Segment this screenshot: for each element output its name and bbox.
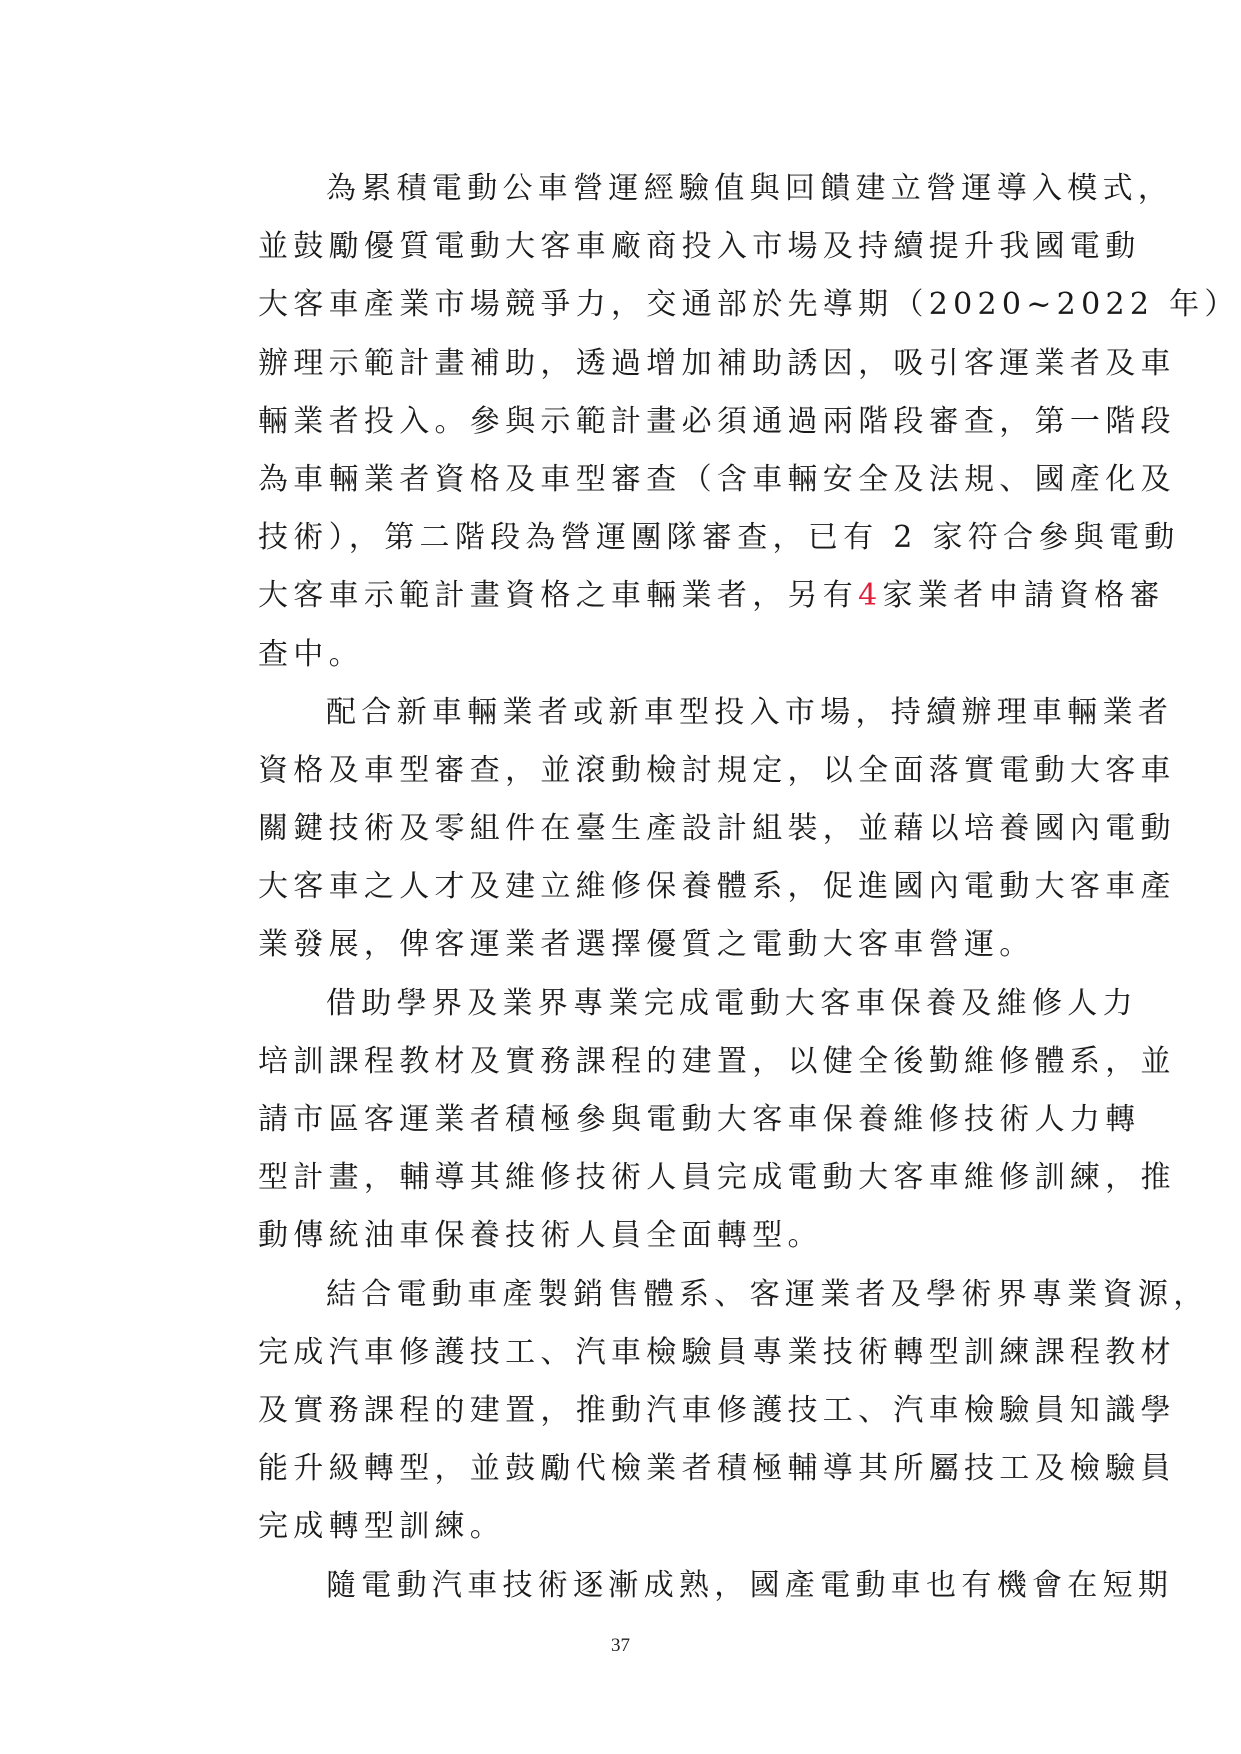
page-number: 37 [611,1635,630,1656]
paragraph-1-line-8-before: 大客車示範計畫資格之車輛業者，另有 [258,578,859,614]
paragraph-1-line-2: 並鼓勵優質電動大客車廠商投入市場及持續提升我國電動 [258,229,1141,265]
paragraph-5-line-1: 隨電動汽車技術逐漸成熟，國產電動車也有機會在短期 [326,1567,1174,1603]
paragraph-4-line-1: 結合電動車產製銷售體系、客運業者及學術界專業資源， [326,1276,1209,1312]
paragraph-3-line-3: 請市區客運業者積極參與電動大客車保養維修技術人力轉 [258,1102,1141,1137]
paragraph-1-line-5: 輛業者投入。參與示範計畫必須通過兩階段審查，第一階段 [258,403,1176,439]
paragraph-1-line-7: 技術），第二階段為營運團隊審查，已有 2 家符合參與電動 [258,520,1180,556]
paragraph-1-line-6: 為車輛業者資格及車型審查（含車輛安全及法規、國產化及 [258,461,1176,497]
paragraph-3-line-1: 借助學界及業界專業完成電動大客車保養及維修人力 [326,985,1138,1021]
paragraph-4-line-4: 能升級轉型，並鼓勵代檢業者積極輔導其所屬技工及檢驗員 [258,1451,1176,1487]
paragraph-1-line-1: 為累積電動公車營運經驗值與回饋建立營運導入模式， [326,171,1174,206]
paragraph-3-line-5: 動傳統油車保養技術人員全面轉型。 [258,1218,823,1254]
body-text [258,160,1240,1615]
paragraph-1-line-4: 辦理示範計畫補助，透過增加補助誘因，吸引客運業者及車 [258,345,1176,381]
paragraph-3-line-4: 型計畫，輔導其維修技術人員完成電動大客車維修訓練，推 [258,1160,1176,1196]
paragraph-4-line-3: 及實務課程的建置，推動汽車修護技工、汽車檢驗員知識學 [258,1392,1176,1428]
paragraph-3-line-2: 培訓課程教材及實務課程的建置，以健全後勤維修體系，並 [258,1043,1176,1079]
paragraph-2-line-5: 業發展，俾客運業者選擇優質之電動大客車營運。 [258,927,1035,963]
highlighted-count: 4 [858,578,883,614]
paragraph-1-line-3: 大客車產業市場競爭力，交通部於先導期（2020~2022 年） [258,287,1240,323]
paragraph-2-line-2: 資格及車型審查，並滾動檢討規定，以全面落實電動大客車 [258,752,1176,788]
paragraph-2-line-4: 大客車之人才及建立維修保養體系，促進國內電動大客車產 [258,869,1176,905]
paragraph-4-line-2: 完成汽車修護技工、汽車檢驗員專業技術轉型訓練課程教材 [258,1334,1176,1370]
paragraph-2-line-3: 關鍵技術及零組件在臺生產設計組裝，並藉以培養國內電動 [258,811,1176,847]
paragraph-1-line-8 [258,567,1165,625]
paragraph-1-line-9: 查中。 [258,636,364,672]
paragraph-1-line-8-after: 家業者申請資格審 [882,578,1165,614]
paragraph-2-line-1: 配合新車輛業者或新車型投入市場，持續辦理車輛業者 [326,694,1174,730]
paragraph-4-line-5: 完成轉型訓練。 [258,1509,506,1545]
